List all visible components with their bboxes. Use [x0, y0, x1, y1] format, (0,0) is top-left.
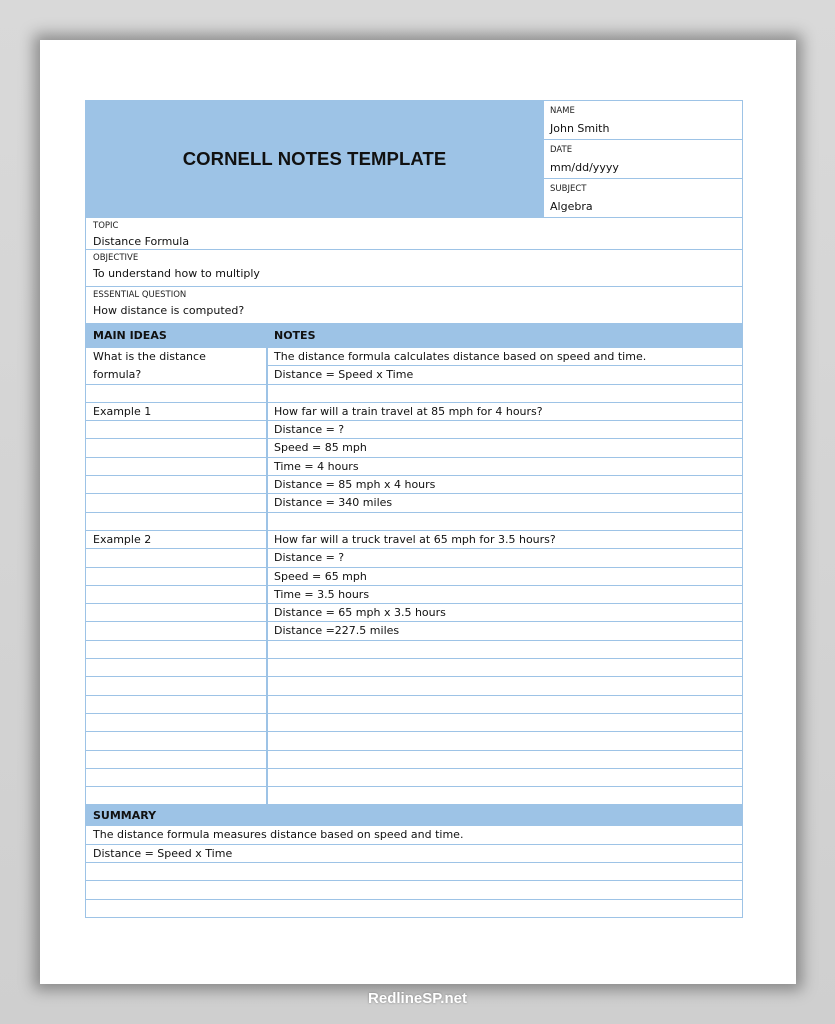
main-idea-cell: Example 2 [86, 531, 268, 549]
title-cell [86, 101, 544, 217]
note-cell [268, 751, 742, 769]
notes-row [86, 677, 742, 695]
notes-row [86, 659, 742, 677]
notes-row [86, 385, 742, 403]
notes-row [86, 348, 742, 366]
main-idea-cell: formula? [86, 366, 268, 384]
cornell-notes-sheet [85, 100, 743, 918]
note-cell [268, 677, 742, 695]
topic-value: Distance Formula [93, 235, 190, 248]
note-cell: Time = 4 hours [268, 458, 742, 476]
note-cell [268, 696, 742, 714]
note-cell: Distance = 340 miles [268, 494, 742, 512]
summary-header: SUMMARY [85, 805, 743, 826]
main-idea-cell [86, 421, 268, 439]
notes-row [86, 769, 742, 787]
topic-row [85, 217, 743, 249]
notes-row [86, 531, 742, 549]
note-cell [268, 659, 742, 677]
main-idea-cell: What is the distance [86, 348, 268, 366]
objective-value: To understand how to multiply [93, 267, 260, 280]
main-idea-cell [86, 439, 268, 457]
notes-row [86, 604, 742, 622]
notes-row [86, 421, 742, 439]
summary-row [86, 863, 742, 881]
main-idea-cell [86, 604, 268, 622]
subject-label: SUBJECT [550, 184, 587, 194]
main-idea-cell [86, 494, 268, 512]
notes-row [86, 714, 742, 732]
main-idea-cell [86, 696, 268, 714]
note-cell [268, 714, 742, 732]
name-cell [544, 101, 742, 140]
note-cell [268, 732, 742, 750]
note-cell: The distance formula calculates distance based on speed and time. [268, 348, 742, 366]
note-cell: Speed = 65 mph [268, 568, 742, 586]
main-idea-cell [86, 385, 268, 403]
summary-table [85, 826, 743, 917]
summary-row [86, 881, 742, 899]
notes-row [86, 732, 742, 750]
notes-header-row [85, 323, 743, 348]
note-cell [268, 641, 742, 659]
subject-cell [544, 179, 742, 217]
date-cell [544, 140, 742, 179]
subject-value: Algebra [550, 200, 593, 213]
main-idea-cell [86, 549, 268, 567]
main-idea-cell [86, 769, 268, 787]
name-value: John Smith [550, 122, 610, 135]
objective-label: OBJECTIVE [93, 253, 139, 263]
name-label: NAME [550, 106, 575, 116]
notes-row [86, 622, 742, 640]
notes-row [86, 458, 742, 476]
main-idea-cell [86, 659, 268, 677]
summary-row: Distance = Speed x Time [86, 845, 742, 863]
notes-row [86, 787, 742, 805]
watermark: RedlineSP.net [368, 990, 467, 1007]
notes-row [86, 641, 742, 659]
essential-question-value: How distance is computed? [93, 304, 245, 317]
notes-row [86, 751, 742, 769]
summary-row: The distance formula measures distance based on speed and time. [86, 826, 742, 844]
main-idea-cell [86, 751, 268, 769]
note-cell [268, 787, 742, 805]
note-cell: Distance =227.5 miles [268, 622, 742, 640]
notes-row [86, 568, 742, 586]
main-idea-cell [86, 458, 268, 476]
notes-row [86, 696, 742, 714]
main-ideas-header: MAIN IDEAS [93, 329, 167, 342]
header [85, 100, 743, 217]
note-cell [268, 385, 742, 403]
main-idea-cell [86, 622, 268, 640]
note-cell [268, 513, 742, 531]
note-cell: Distance = ? [268, 421, 742, 439]
note-cell [268, 769, 742, 787]
main-idea-cell [86, 476, 268, 494]
objective-row [85, 249, 743, 286]
note-cell: Speed = 85 mph [268, 439, 742, 457]
main-idea-cell [86, 641, 268, 659]
note-cell: Distance = Speed x Time [268, 366, 742, 384]
notes-row [86, 586, 742, 604]
notes-row [86, 494, 742, 512]
main-idea-cell [86, 787, 268, 805]
notes-row [86, 366, 742, 384]
main-idea-cell [86, 677, 268, 695]
main-idea-cell [86, 568, 268, 586]
date-value: mm/dd/yyyy [550, 161, 619, 174]
note-cell: Distance = 85 mph x 4 hours [268, 476, 742, 494]
meta-column [544, 101, 742, 217]
main-idea-cell [86, 714, 268, 732]
note-cell: Distance = 65 mph x 3.5 hours [268, 604, 742, 622]
summary-row [86, 900, 742, 918]
notes-row [86, 513, 742, 531]
date-label: DATE [550, 145, 573, 155]
note-cell: Time = 3.5 hours [268, 586, 742, 604]
notes-row [86, 439, 742, 457]
document-page [40, 40, 796, 984]
notes-header: NOTES [274, 329, 316, 342]
essential-question-row [85, 286, 743, 323]
page-title: CORNELL NOTES TEMPLATE [182, 148, 447, 169]
main-idea-cell [86, 513, 268, 531]
topic-label: TOPIC [93, 221, 119, 231]
notes-row [86, 403, 742, 421]
note-cell: Distance = ? [268, 549, 742, 567]
notes-table [85, 348, 743, 805]
note-cell: How far will a train travel at 85 mph for 4 hours? [268, 403, 742, 421]
main-idea-cell [86, 732, 268, 750]
essential-question-label: ESSENTIAL QUESTION [93, 290, 187, 300]
note-cell: How far will a truck travel at 65 mph for 3.5 hours? [268, 531, 742, 549]
notes-row [86, 476, 742, 494]
main-idea-cell: Example 1 [86, 403, 268, 421]
main-idea-cell [86, 586, 268, 604]
notes-row [86, 549, 742, 567]
